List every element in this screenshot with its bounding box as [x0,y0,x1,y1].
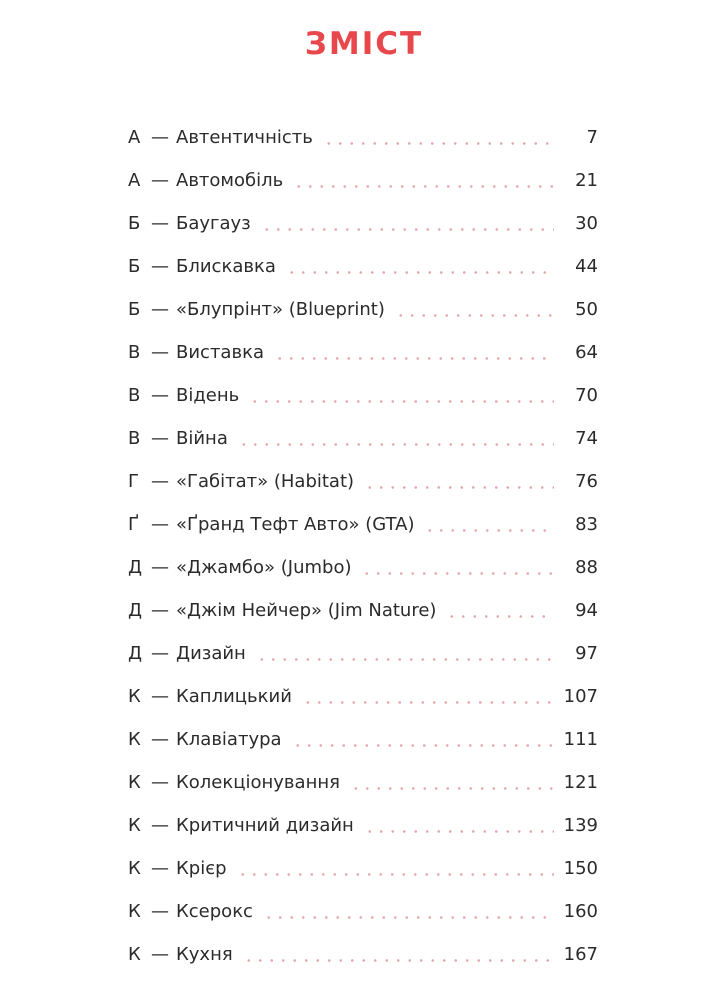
toc-entry[interactable] [128,933,598,976]
toc-letter: Б [128,299,141,320]
toc-entry[interactable] [128,374,598,417]
toc-page-number: 94 [575,600,598,621]
toc-title: Війна [176,428,228,449]
toc-dash: — [151,772,169,793]
toc-letter: Д [128,557,143,578]
toc-entry[interactable] [128,417,598,460]
toc-title: Дизайн [176,643,246,664]
leader-dots [446,615,554,618]
toc-page-number: 121 [563,772,598,793]
leader-dots [261,228,554,231]
leader-dots [292,744,554,747]
toc-title: Критичний дизайн [176,815,354,836]
toc-dash: — [151,729,169,750]
toc-title: «Блупрінт» (Blueprint) [176,299,385,320]
toc-title: «Габітат» (Habitat) [176,471,355,492]
toc-page-number: 107 [563,686,598,707]
toc-dash: — [151,600,169,621]
toc-letter: В [128,385,141,406]
toc-dash: — [151,428,169,449]
toc-entry[interactable] [128,245,598,288]
leader-dots [350,787,554,790]
toc-dash: — [151,127,169,148]
toc-dash: — [151,643,169,664]
toc-page-number: 139 [563,815,598,836]
toc-page-number: 167 [563,944,598,965]
toc-dash: — [151,170,169,191]
toc-page-number: 70 [575,385,598,406]
toc-entry[interactable] [128,202,598,245]
toc-letter: Д [128,600,143,621]
toc-letter: В [128,342,141,363]
toc-title: Клавіатура [176,729,282,750]
toc-page-number: 150 [563,858,598,879]
toc-page-number: 7 [586,127,598,148]
toc-dash: — [151,471,169,492]
toc-entry[interactable] [128,589,598,632]
toc-dash: — [151,342,169,363]
toc-entry[interactable] [128,804,598,847]
toc-entry[interactable] [128,890,598,933]
leader-dots [364,830,554,833]
toc-entry[interactable] [128,460,598,503]
toc-entry[interactable] [128,718,598,761]
toc-title: Баугауз [176,213,251,234]
leader-dots [243,959,554,962]
toc-page-number: 76 [575,471,598,492]
leader-dots [274,357,554,360]
toc-title: Каплицький [176,686,292,707]
toc-page-number: 97 [575,643,598,664]
toc-entry[interactable] [128,632,598,675]
toc-dash: — [151,557,169,578]
toc-title: Автентичність [176,127,313,148]
leader-dots [293,185,554,188]
toc-title: Ксерокс [176,901,253,922]
toc-title: «Джамбо» (Jumbo) [176,557,352,578]
toc-entry[interactable] [128,761,598,804]
toc-letter: К [128,901,141,922]
toc-title: Блискавка [176,256,276,277]
toc-entry[interactable] [128,546,598,589]
leader-dots [237,873,554,876]
toc-dash: — [151,213,169,234]
leader-dots [323,142,554,145]
toc-dash: — [151,385,169,406]
toc-letter: А [128,170,141,191]
leader-dots [364,486,554,489]
toc-dash: — [151,256,169,277]
leader-dots [302,701,554,704]
toc-letter: Д [128,643,143,664]
toc-letter: Б [128,213,141,234]
toc-entry[interactable] [128,288,598,331]
toc-title: Автомобіль [176,170,284,191]
toc-letter: Г [128,471,139,492]
toc-entry[interactable] [128,159,598,202]
toc-dash: — [151,686,169,707]
toc-letter: К [128,815,141,836]
toc-letter: Ґ [128,514,139,535]
toc-entry[interactable] [128,847,598,890]
toc-entry[interactable] [128,331,598,374]
toc-title: «Джім Нейчер» (Jim Nature) [176,600,437,621]
toc-page-number: 21 [575,170,598,191]
toc-title: Колекціонування [176,772,340,793]
toc-title: Відень [176,385,240,406]
toc-letter: К [128,686,141,707]
toc-entry[interactable] [128,116,598,159]
toc-page-number: 64 [575,342,598,363]
toc-page-number: 44 [575,256,598,277]
toc-dash: — [151,944,169,965]
toc-page-number: 111 [563,729,598,750]
leader-dots [238,443,554,446]
leader-dots [286,271,554,274]
toc-entry[interactable] [128,503,598,546]
toc-letter: К [128,944,141,965]
toc-dash: — [151,514,169,535]
leader-dots [395,314,554,317]
leader-dots [424,529,554,532]
leader-dots [249,400,554,403]
toc-entry[interactable] [128,675,598,718]
toc-dash: — [151,901,169,922]
toc-title: Виставка [176,342,264,363]
toc-page-number: 30 [575,213,598,234]
toc-letter: К [128,729,141,750]
toc-title: Кухня [176,944,233,965]
toc-letter: К [128,858,141,879]
page-title: ЗМІСТ [304,26,424,62]
toc-title: «Ґранд Тефт Авто» (GTA) [176,514,415,535]
leader-dots [361,572,554,575]
toc-page-number: 160 [563,901,598,922]
toc-page-number: 83 [575,514,598,535]
toc-page-number: 74 [575,428,598,449]
toc-page-number: 88 [575,557,598,578]
toc-letter: Б [128,256,141,277]
toc-dash: — [151,815,169,836]
leader-dots [263,916,554,919]
toc-letter: А [128,127,141,148]
toc-letter: К [128,772,141,793]
toc-letter: В [128,428,141,449]
leader-dots [256,658,554,661]
toc-dash: — [151,858,169,879]
toc-dash: — [151,299,169,320]
toc-title: Крієр [176,858,227,879]
table-of-contents [128,116,598,976]
toc-page-number: 50 [575,299,598,320]
